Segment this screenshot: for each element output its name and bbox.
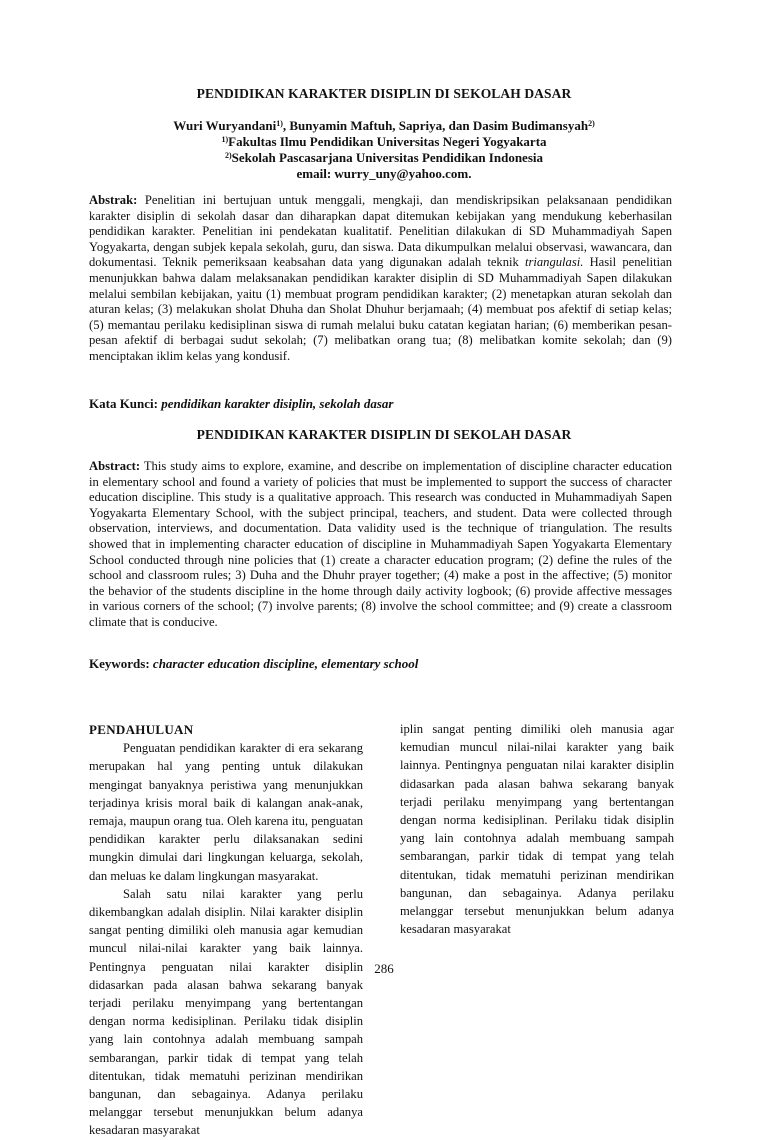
- keywords-label: Keywords:: [89, 656, 150, 671]
- section-heading: PENDAHULUAN: [89, 722, 194, 737]
- paragraph-1: Penguatan pendidikan karakter di era sekarang merupakan hal yang penting untuk dilakukan mengingat banyaknya peristiwa yang menunjukkan terjadinya krisis moral baik di kalangan anak-anak, remaja, maupun orang tua. Oleh karena itu, penguatan pendidikan karakter perlu dilaksanakan sedini mungkin dimulai dari lingkungan keluarga, sekolah, dan meluas ke dalam lingkungan masyarakat.: [89, 741, 363, 883]
- abstrak-paragraph: Abstrak: Penelitian ini bertujuan untuk menggali, mengkaji, dan mendiskripsikan pelaksanaan pendidikan karakter disiplin di sekolah dasar dan diharapkan dapat ditemukan kebijakan yang mendukung keberhasilan pendidikan karakter. Penelitian ini pendekatan kualitatif. Penelitian dilakukan di SD Muhammadiyah Sapen Yogyakarta, dengan subjek kepala sekolah, guru, dan siswa. Data dikumpulkan melalui observasi, wawancara, dan dokumentasi. Teknik pemeriksaan keabsahan data yang digunakan adalah teknik triangulasi. Hasil penelitian menunjukkan bahwa dalam melaksanakan pendidikan karakter disiplin di SD Muhammadiyah Sapen dilakukan melalui sembilan kebijakan, yaitu (1) membuat program pendidikan karakter; (2) menetapkan aturan sekolah dan aturan kelas; (3) melakukan sholat Dhuha dan Sholat Dhuhur berjamaah; (4) membuat pos afektif di setiap kelas; (5) memantau perilaku kedisiplinan siswa di rumah melalui buku catatan kegiatan harian; (6) memberikan pesan-pesan afektif di berbagai sudut sekolah; (7) melibatkan orang tua; (8) melibatkan komite sekolah; dan (9) menciptakan iklim kelas yang kondusif.: [89, 193, 672, 363]
- affiliation-1: $^{1)}$Fakultas Ilmu Pendidikan Universitas Negeri Yogyakarta: [221, 134, 547, 149]
- body-right-column: [400, 720, 674, 938]
- author-block: [0, 118, 768, 182]
- page-number: 286: [374, 961, 394, 976]
- author-line: Wuri Wuryandani$^{1)}$, Bunyamin Maftuh, Sapriya, dan Dasim Budimansyah$^{2)}$: [173, 118, 595, 133]
- body-left-column: [89, 721, 363, 1138]
- abstract-label: Abstract:: [89, 459, 141, 473]
- kata-kunci-value: pendidikan karakter disiplin, sekolah dasar: [161, 396, 394, 411]
- paper-title-english: PENDIDIKAN KARAKTER DISIPLIN DI SEKOLAH DASAR: [196, 427, 572, 442]
- affiliation-2: $^{2)}$Sekolah Pascasarjana Universitas Pendidikan Indonesia: [224, 150, 543, 165]
- paragraph-2: Salah satu nilai karakter yang perlu dikembangkan adalah disiplin. Nilai karakter disiplin sangat penting dimiliki oleh manusia agar kemudian muncul nilai-nilai karakter yang baik lainnya. Pentingnya penguatan nilai karakter disiplin didasarkan pada alasan bahwa sekarang banyak terjadi perilaku menyimpang yang bertentangan dengan norma kedisiplinan. Perilaku tidak disiplin yang lain contohnya adalah membuang sampah sembarangan, parkir tidak di tempat yang telah ditentukan, tidak mematuhi perizinan mendirikan bangunan, dan sebagainya. Adanya perilaku melanggar tersebut menunjukkan belum adanya kesadaran masyarakat: [89, 886, 363, 1138]
- keywords-value: character education discipline, elementary school: [152, 656, 419, 671]
- author-email: email: wurry_uny@yahoo.com.: [296, 166, 472, 181]
- kata-kunci: [89, 396, 672, 412]
- paper-title-indonesian: PENDIDIKAN KARAKTER DISIPLIN DI SEKOLAH DASAR: [196, 86, 572, 101]
- author-first: Wuri Wuryandani: [173, 118, 277, 133]
- abstrak-label: Abstrak:: [89, 193, 138, 207]
- paragraph-2-continued: iplin sangat penting dimiliki oleh manusia agar kemudian muncul nilai-nilai karakter yang baik lainnya. Pentingnya penguatan nilai karakter disiplin didasarkan pada alasan bahwa sekarang banyak terjadi perilaku menyimpang yang bertentangan dengan norma kedisiplinan. Perilaku tidak disiplin yang lain contohnya adalah membuang sampah sembarangan, parkir tidak di tempat yang telah ditentukan, tidak mematuhi perizinan mendirikan bangunan, dan sebagainya. Adanya perilaku melanggar tersebut menunjukkan belum adanya kesadaran masyarakat: [400, 722, 674, 937]
- author-others: , Bunyamin Maftuh, Sapriya, dan Dasim Budimansyah: [282, 118, 589, 133]
- abstract-paragraph: Abstract: This study aims to explore, examine, and describe on implementation of discipline character education in elementary school and found a variety of policies that must be implemented to support the success of character education discipline. This study is a qualitative approach. This research was conducted in Muhammadiyah Sapen Yogyakarta Elementary School, with the subject principal, teachers, and student. Data were collected through observation, interviews, and documentation. Data validity used is the technique of triangulation. The results showed that in implementing character education of discipline in Muhammadiyah Sapen Yogyakarta Elementary School conducted through nine policies that (1) create a character education program; (2) define the rules of the school and classroom rules; 3) Duha and the Dhuhr prayer together; (4) make a post in the affective; (5) monitor the behavior of the students discipline in the home through daily activity logbook; (6) provide affective messages in various corners of the school; (7) involve parents; (8) involve the school committee; and (9) create a classroom climate that is conducive.: [89, 459, 672, 629]
- kata-kunci-label: Kata Kunci:: [89, 396, 158, 411]
- keywords: [89, 656, 672, 672]
